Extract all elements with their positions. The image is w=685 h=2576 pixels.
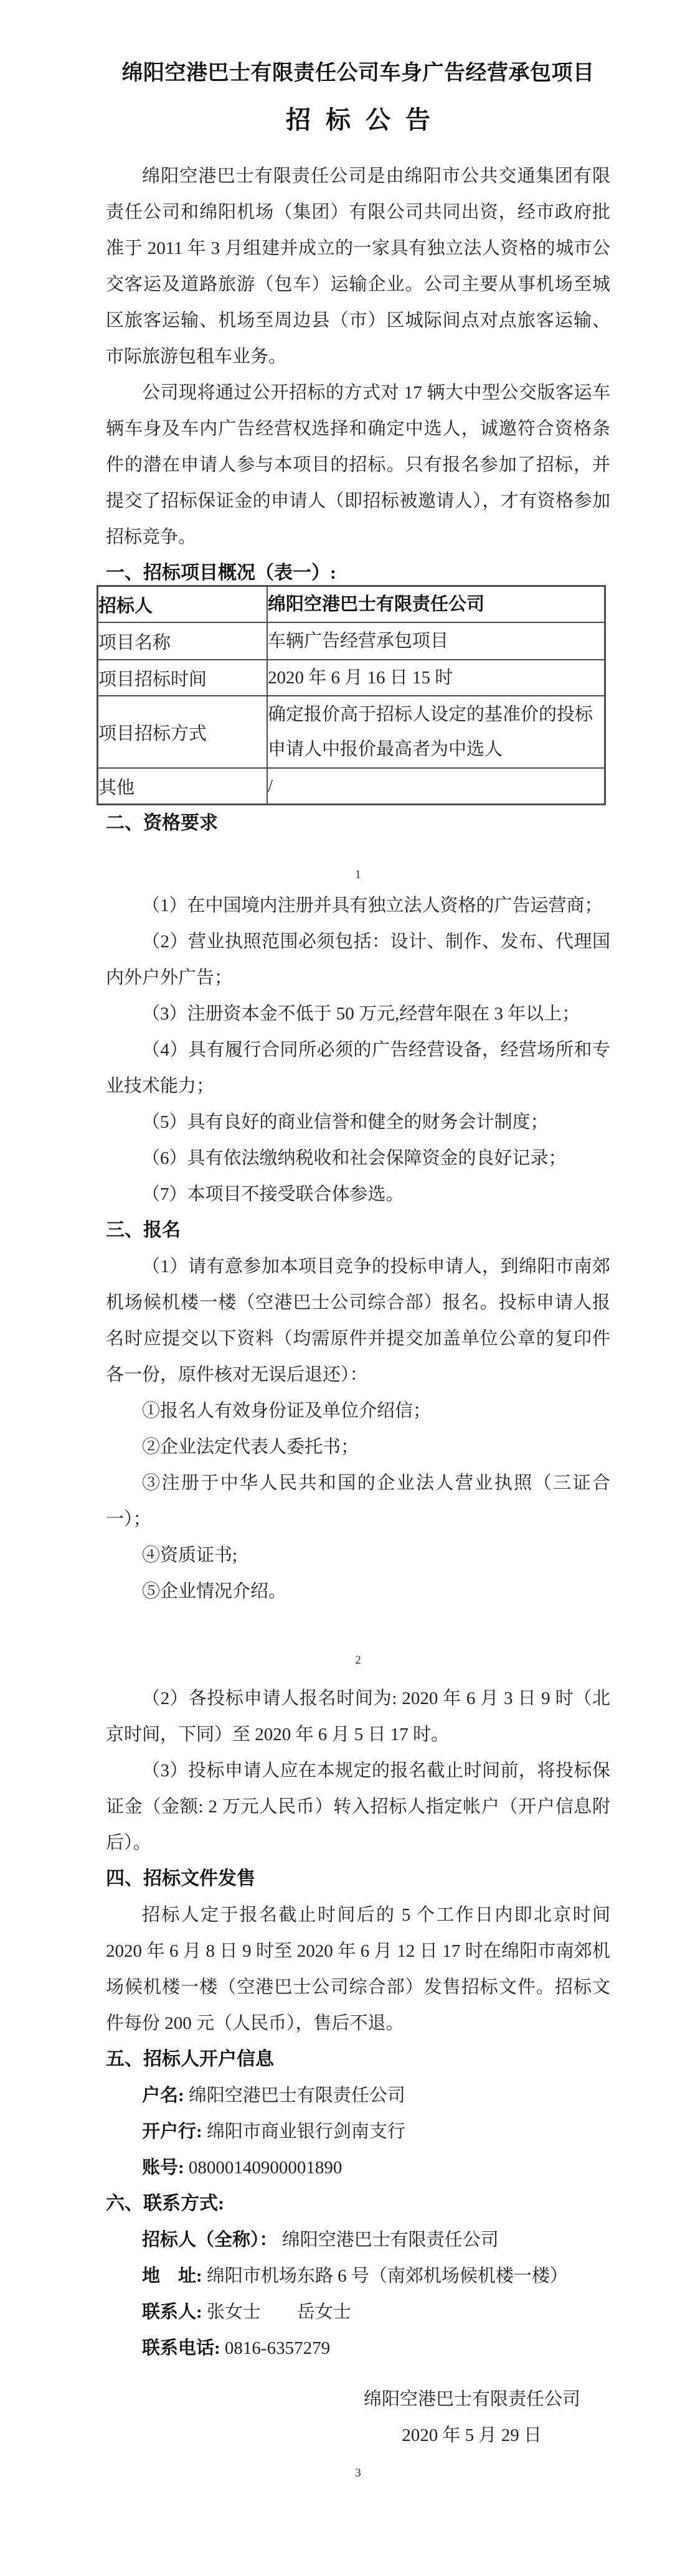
section1-heading: 一、招标项目概况（表一）: [106,563,336,583]
field-value: 0816-6357279 [224,2338,331,2358]
table-value: / [267,768,605,805]
document-subtitle: 招标公告 [286,106,445,134]
field-label: 账号: [142,2158,184,2178]
required-doc-item: ①报名人有效身份证及单位介绍信； [142,1401,432,1421]
section3-heading: 三、报名 [106,1220,181,1240]
page-number: 3 [355,2466,361,2480]
section2-heading: 二、资格要求 [106,813,218,833]
document-content [98,60,610,2483]
field-label: 联系电话: [142,2338,220,2358]
section6-heading: 六、联系方式: [106,2193,224,2214]
account-number-line [106,2150,610,2186]
account-name-line [106,2077,610,2114]
required-doc-item: ②企业法定代表人委托书； [142,1437,359,1457]
contact-phone-line [106,2330,610,2366]
document-title: 绵阳空港巴士有限责任公司车身广告经营承包项目 [121,62,595,85]
field-label: 开户行: [142,2122,202,2142]
section5-heading: 五、招标人开户信息 [106,2049,274,2069]
field-value: 绵阳市商业银行剑南支行 [206,2122,405,2142]
table-label: 项目招标方式 [98,696,268,768]
table-value: 2020 年 6 月 16 日 15 时 [267,660,605,696]
project-overview-table [97,585,606,805]
intro-paragraph: 绵阳空港巴士有限责任公司是由绵阳市公共交通集团有限责任公司和绵阳机场（集团）有限公司共同出资，经市政府批准于 2011 年 3 月组建并成立的一家具有独立法人资格的城市公交客运及道路旅游（包车）运输企业。公司主要从事机场至城区旅客运输、机场至周边县（市）区城际间点对点旅客运输、市际旅游包租车业务。 [106,166,610,367]
table-value: 车辆广告经营承包项目 [267,622,605,660]
field-value: 08000140900001890 [188,2158,342,2178]
signup-time-item: （2）各投标申请人报名时间为: 2020 年 6 月 3 日 9 时（北京时间，下同）至 2020 年 6 月 5 日 17 时。 [106,1688,610,1745]
field-label: 联系人: [142,2302,202,2322]
address-line [106,2258,610,2294]
deposit-item: （3）投标申请人应在本规定的报名截止时间前，将投标保证金（金额: 2 万元人民币）转入招标人指定帐户（开户信息附后）。 [106,1761,610,1853]
table-value: 确定报价高于招标人设定的基准价的投标申请人中报价最高者为中选人 [267,696,605,768]
signature-company: 绵阳空港巴士有限责任公司 [363,2389,580,2409]
table-row-tenderee [98,586,605,623]
table-row-tender-time [98,660,605,696]
table-row-other [98,768,605,805]
page-number: 2 [355,1654,361,1667]
intro-paragraph: 公司现将通过公开招标的方式对 17 辆大中型公交版客运车辆车身及车内广告经营权选择和确定中选人，诚邀符合资格条件的潜在申请人参与本项目的招标。只有报名参加了招标，并提交了招标保证金的申请人（即招标被邀请人），才有资格参加招标竞争。 [106,383,610,547]
qualification-item: （2）营业执照范围必须包括：设计、制作、发布、代理国内外户外广告； [106,932,610,988]
required-doc-item: ⑤企业情况介绍。 [142,1581,287,1601]
qualification-item: （5）具有良好的商业信誉和健全的财务会计制度； [142,1112,549,1132]
qualification-item: （7）本项目不接受联合体参选。 [142,1184,404,1204]
required-doc-item: ④资质证书; [142,1545,238,1565]
qualification-item: （3）注册资本金不低于 50 万元,经营年限在 3 年以上； [142,1004,580,1024]
required-doc-item: ③注册于中华人民共和国的企业法人营业执照（三证合一）； [106,1473,610,1529]
qualification-item: （4）具有履行合同所必须的广告经营设备，经营场所和专业技术能力； [106,1040,610,1096]
page-number: 1 [355,868,361,881]
document-sale-paragraph: 招标人定于报名截止时间后的 5 个工作日内即北京时间 2020 年 6 月 8 日 9 时至 2020 年 6 月 12 日 17 时在绵阳市南郊机场候机楼一楼（空港巴士公司综合部）发售招标文件。招标文件每份 200 元（人民币），售后不退。 [106,1905,610,2033]
field-value: 张女士 岳女士 [206,2302,351,2322]
table-value: 绵阳空港巴士有限责任公司 [267,586,605,623]
table-label: 招标人 [98,586,268,623]
field-value: 绵阳空港巴士有限责任公司 [281,2230,499,2250]
table-row-tender-method [98,696,605,768]
field-label: 招标人（全称）： [142,2230,278,2250]
bank-line [106,2114,610,2150]
table-row-project-name [98,622,605,660]
signature-date: 2020 年 5 月 29 日 [402,2425,542,2445]
signup-instructions: （1）请有意参加本项目竞争的投标申请人，到绵阳市南郊机场候机楼一楼（空港巴士公司综合部）报名。投标申请人报名时应提交以下资料（均需原件并提交加盖单位公章的复印件各一份，原件核对无误后退还）： [106,1257,610,1385]
table-label: 其他 [98,768,268,805]
tenderee-fullname-line [106,2222,610,2258]
contact-person-line [106,2294,610,2330]
table-label: 项目招标时间 [98,660,268,696]
field-value: 绵阳空港巴士有限责任公司 [188,2086,405,2105]
qualification-item: （6）具有依法缴纳税收和社会保障资金的良好记录； [142,1148,567,1168]
field-label: 户名: [142,2086,184,2105]
section4-heading: 四、招标文件发售 [106,1868,255,1889]
table-label: 项目名称 [98,622,268,660]
qualification-item: （1）在中国境内注册并具有独立法人资格的广告运营商； [142,896,603,916]
field-value: 绵阳市机场东路 6 号（南郊机场候机楼一楼） [206,2266,568,2286]
field-label: 地 址: [142,2266,202,2286]
